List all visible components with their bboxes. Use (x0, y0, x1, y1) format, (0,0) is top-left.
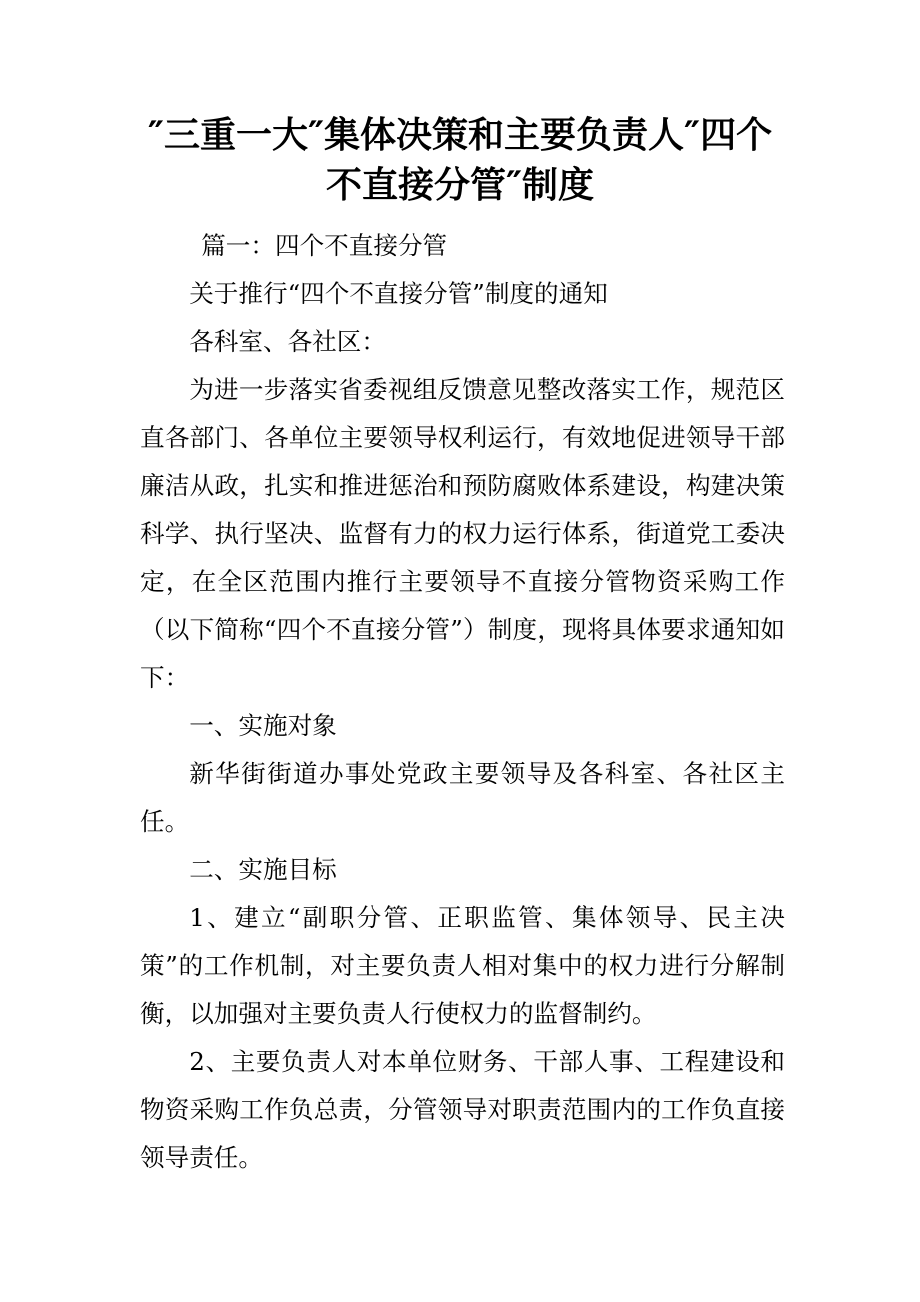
body-paragraph: 2、主要负责人对本单位财务、干部人事、工程建设和物资采购工作负总责，分管领导对职责范围内的工作负直接领导责任。 (140, 1047, 785, 1172)
document-title: ″三重一大″集体决策和主要负责人″四个不直接分管″制度 (147, 114, 773, 206)
salutation: 各科室、各社区： (189, 327, 386, 356)
notice-title: 关于推行“四个不直接分管”制度的通知 (189, 279, 608, 308)
body-paragraph: 为进一步落实省委视组反馈意见整改落实工作，规范区直各部门、各单位主要领导权利运行，有效地促进领导干部廉洁从政，扎实和推进惩治和预防腐败体系建设，构建决策科学、执行坚决、监督有力的权力运行体系，街道党工委决定，在全区范围内推行主要领导不直接分管物资采购工作（以下简称“四个不直接分管”）制度，现将具体要求通知如下： (140, 375, 785, 692)
subheading-implementation-target: 一、实施对象 (189, 711, 337, 740)
document-body (140, 222, 785, 1182)
body-paragraph: 1、建立“副职分管、正职监管、集体领导、民主决策”的工作机制，对主要负责人相对集中的权力进行分解制衡，以加强对主要负责人行使权力的监督制约。 (140, 903, 785, 1028)
body-paragraph: 新华街街道办事处党政主要领导及各科室、各社区主任。 (140, 759, 785, 836)
section-heading: 篇一：四个不直接分管 (201, 231, 448, 260)
subheading-implementation-goal: 二、实施目标 (189, 855, 337, 884)
